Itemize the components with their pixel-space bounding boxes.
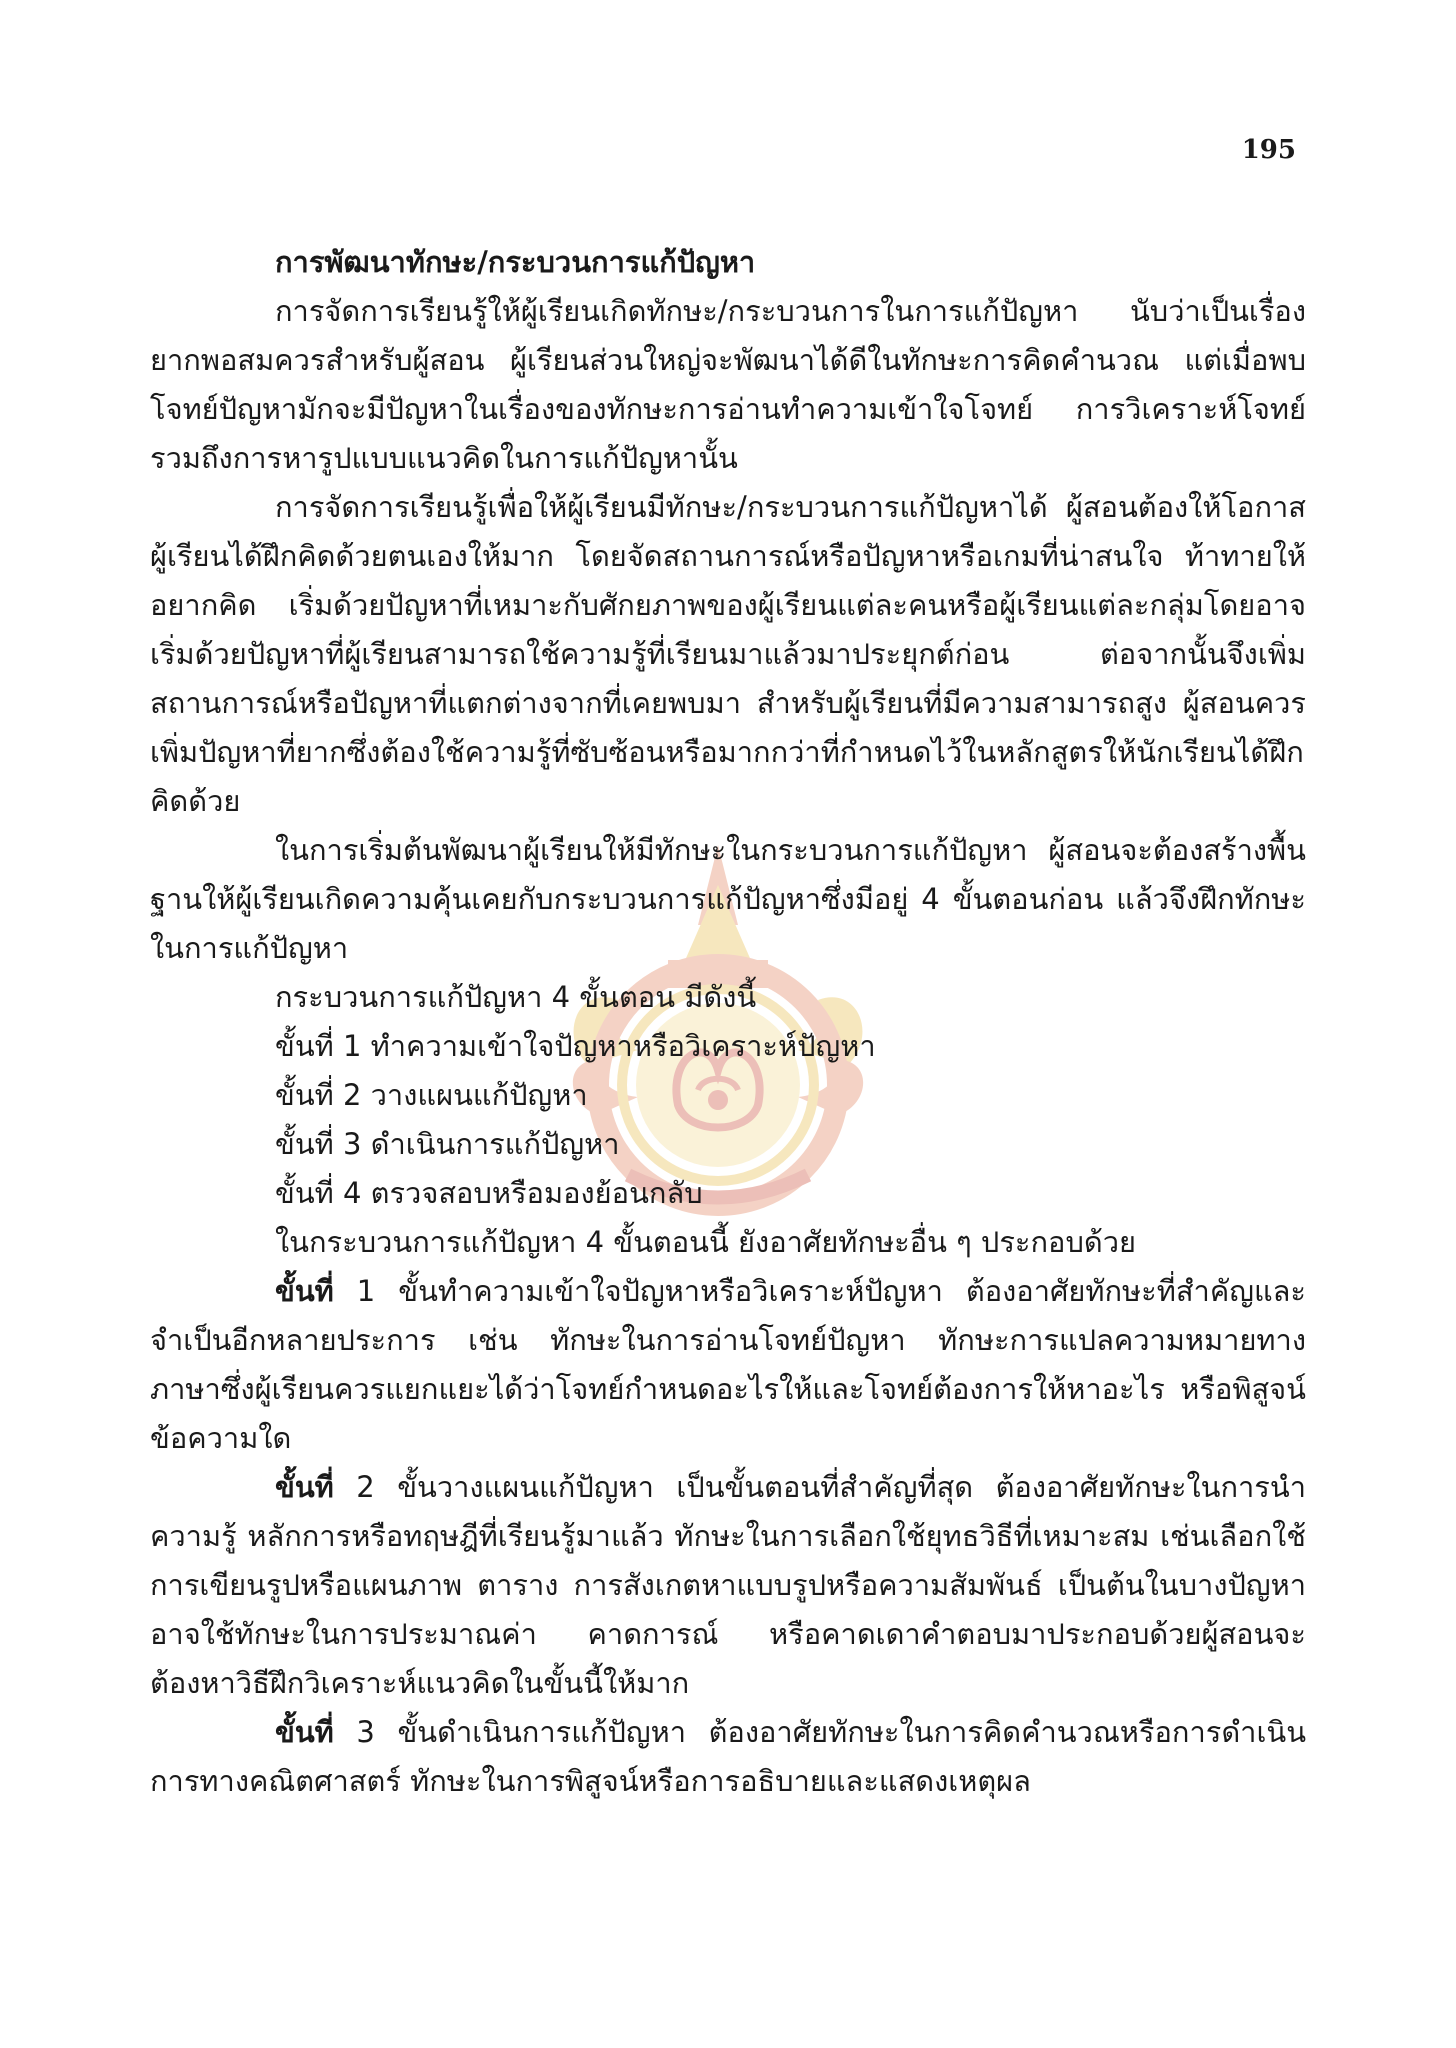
- paragraph: การจัดการเรียนรู้เพื่อให้ผู้เรียนมีทักษะ/กระบวนการแก้ปัญหาได้ ผู้สอนต้องให้โอกาสผู้เรียนได้ฝึกคิดด้วยตนเองให้มาก โดยจัดสถานการณ์หรือปัญหาหรือเกมที่น่าสนใจ ท้าทายให้อยากคิด เริ่มด้วยปัญหาที่เหมาะกับศักยภาพของผู้เรียนแต่ละคนหรือผู้เรียนแต่ละกลุ่มโดยอาจเริ่มด้วยปัญหาที่ผู้เรียนสามารถใช้ความรู้ที่เรียนมาแล้วมาประยุกต์ก่อน ต่อจากนั้นจึงเพิ่มสถานการณ์หรือปัญหาที่แตกต่างจากที่เคยพบมา สำหรับผู้เรียนที่มีความสามารถสูง ผู้สอนควรเพิ่มปัญหาที่ยากซึ่งต้องใช้ความรู้ที่ซับซ้อนหรือมากกว่าที่กำหนดไว้ในหลักสูตรให้นักเรียนได้ฝึกคิดด้วย: [150, 490, 1306, 818]
- step-number: 2: [356, 1470, 375, 1504]
- step-list-item: ขั้นที่ 1 ทำความเข้าใจปัญหาหรือวิเคราะห์ปัญหา: [275, 1029, 876, 1063]
- paragraph: ในการเริ่มต้นพัฒนาผู้เรียนให้มีทักษะในกระบวนการแก้ปัญหา ผู้สอนจะต้องสร้างพื้นฐานให้ผู้เรียนเกิดความคุ้นเคยกับกระบวนการแก้ปัญหาซึ่งมีอยู่ 4 ขั้นตอนก่อน แล้วจึงฝึกทักษะในการแก้ปัญหา: [150, 833, 1306, 965]
- step-detail-text: ขั้นดำเนินการแก้ปัญหา ต้องอาศัยทักษะในการคิดคำนวณหรือการดำเนินการทางคณิตศาสตร์ ทักษะในการพิสูจน์หรือการอธิบายและแสดงเหตุผล: [150, 1715, 1307, 1798]
- section-heading: การพัฒนาทักษะ/กระบวนการแก้ปัญหา: [275, 245, 756, 279]
- step-list-item: ขั้นที่ 3 ดำเนินการแก้ปัญหา: [275, 1127, 620, 1161]
- step-detail-paragraph: [150, 1463, 1306, 1708]
- step-number: 1: [356, 1274, 376, 1308]
- step-detail-text: ขั้นทำความเข้าใจปัญหาหรือวิเคราะห์ปัญหา ต้องอาศัยทักษะที่สำคัญและจำเป็นอีกหลายประการ เช่น ทักษะในการอ่านโจทย์ปัญหา ทักษะการแปลความหมายทางภาษาซึ่งผู้เรียนควรแยกแยะได้ว่าโจทย์กำหนดอะไรให้และโจทย์ต้องการให้หาอะไร หรือพิสูจน์ข้อความใด: [150, 1274, 1306, 1455]
- steps-intro: กระบวนการแก้ปัญหา 4 ขั้นตอน มีดังนี้: [275, 980, 757, 1014]
- step-list-item: ขั้นที่ 2 วางแผนแก้ปัญหา: [275, 1078, 588, 1112]
- step-detail-text: ขั้นวางแผนแก้ปัญหา เป็นขั้นตอนที่สำคัญที่สุด ต้องอาศัยทักษะในการนำความรู้ หลักการหรือทฤษฎีที่เรียนรู้มาแล้ว ทักษะในการเลือกใช้ยุทธวิธีที่เหมาะสม เช่นเลือกใช้การเขียนรูปหรือแผนภาพ ตาราง การสังเกตหาแบบรูปหรือความสัมพันธ์ เป็นต้นในบางปัญหาอาจใช้ทักษะในการประมาณค่า คาดการณ์ หรือคาดเดาคำตอบมาประกอบด้วยผู้สอนจะต้องหาวิธีฝึกวิเคราะห์แนวคิดในขั้นนี้ให้มาก: [150, 1470, 1306, 1700]
- step-detail-paragraph: [150, 1708, 1306, 1806]
- paragraph: การจัดการเรียนรู้ให้ผู้เรียนเกิดทักษะ/กระบวนการในการแก้ปัญหา นับว่าเป็นเรื่องยากพอสมควรสำหรับผู้สอน ผู้เรียนส่วนใหญ่จะพัฒนาได้ดีในทักษะการคิดคำนวณ แต่เมื่อพบโจทย์ปัญหามักจะมีปัญหาในเรื่องของทักษะการอ่านทำความเข้าใจโจทย์ การวิเคราะห์โจทย์รวมถึงการหารูปแบบแนวคิดในการแก้ปัญหานั้น: [150, 294, 1306, 475]
- step-label: ขั้นที่: [275, 1715, 334, 1749]
- page-number: 195: [1241, 135, 1296, 165]
- step-label: ขั้นที่: [275, 1274, 334, 1308]
- document-body: [150, 238, 1306, 1806]
- step-detail-paragraph: [150, 1267, 1306, 1463]
- step-number: 3: [356, 1715, 375, 1749]
- step-list-item: ขั้นที่ 4 ตรวจสอบหรือมองย้อนกลับ: [275, 1176, 703, 1210]
- skills-intro: ในกระบวนการแก้ปัญหา 4 ขั้นตอนนี้ ยังอาศัยทักษะอื่น ๆ ประกอบด้วย: [275, 1225, 1136, 1259]
- step-label: ขั้นที่: [275, 1470, 334, 1504]
